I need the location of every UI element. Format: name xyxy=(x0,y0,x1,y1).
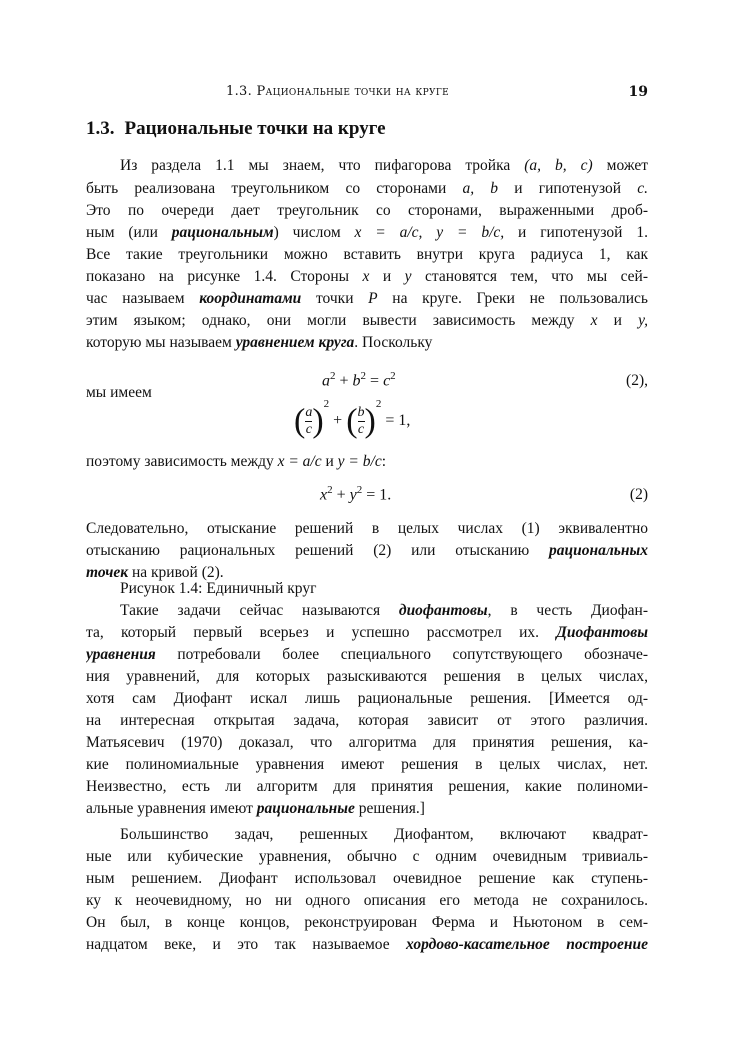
equation-circle: $x^2 + y^2 = 1$. xyxy=(320,484,392,504)
paragraph-line: ным (или рациональным) числом x = a/c, y = b/c, и гипотенузой 1. xyxy=(86,224,648,241)
paragraph-line: Такие задачи сейчас называются диофантовы, в честь Диофан- xyxy=(120,602,648,619)
paragraph-line: которую мы называем уравнением круга. Поскольку xyxy=(86,334,433,351)
paragraph-line: ным решением. Диофант использовал очевидное решение как ступень- xyxy=(86,870,648,887)
paragraph-line: этим языком; однако, они могли вывести зависимость между x и y, xyxy=(86,312,648,329)
paragraph-line: час называем координатами точки P на круге. Греки не пользовались xyxy=(86,290,648,307)
section-heading xyxy=(86,118,386,140)
paragraph-line: уравнения потребовали более специального сопутствующего обозначе- xyxy=(86,646,648,663)
book-page xyxy=(86,0,648,1062)
paragraph-line: та, который первый всерьез и успешно рассмотрел их. Диофантовы xyxy=(86,624,648,641)
page-number: 19 xyxy=(628,84,648,100)
paragraph-line: ку к неочевидному, но ни одного описания его метода не сохранилось. xyxy=(86,892,648,909)
equation-number: (2) xyxy=(629,486,648,503)
paragraph-line: показано на рисунке 1.4. Стороны x и y становятся тем, что мы сей- xyxy=(86,268,648,285)
paragraph-line: точек на кривой (2). xyxy=(86,564,224,581)
figure-caption: Рисунок 1.4: Единичный круг xyxy=(120,580,317,597)
paragraph-line: Матьясевич (1970) доказал, что алгоритма для принятия решения, ка- xyxy=(86,734,648,751)
paragraph-line: Из раздела 1.1 мы знаем, что пифагорова тройка (a, b, c) может xyxy=(120,157,648,174)
running-head xyxy=(86,84,648,104)
paragraph-line: надцатом веке, и это так называемое хордово-касательное построение xyxy=(86,936,648,953)
paragraph-line: Это по очереди дает треугольник со сторонами, выраженными дроб- xyxy=(86,202,648,219)
equation-number: (2), xyxy=(626,372,648,389)
paragraph-line: Большинство задач, решенных Диофантом, включают квадрат- xyxy=(120,826,648,843)
paragraph-line: хотя сам Диофант искал лишь рациональные решения. [Имеется од- xyxy=(86,690,648,707)
equation-fractions: ( $\frac{a}{c}$ )$^2$ + ( $\frac{b}{c}$ )$^2$ = 1, xyxy=(294,398,411,440)
paragraph-line: кие полиномиальные уравнения имеют решения в целых числах, нет. xyxy=(86,756,648,773)
paragraph-line: ные или кубические уравнения, обычно с одним очевидным тривиаль- xyxy=(86,848,648,865)
running-head-title: 1.3. Рациональные точки на круге xyxy=(226,84,449,99)
paragraph-line: на интересная открытая задача, которая зависит от этого различия. xyxy=(86,712,648,729)
paragraph-line: Следовательно, отыскание решений в целых числах (1) эквивалентно xyxy=(86,520,648,537)
paragraph-line: Неизвестно, есть ли алгоритм для принятия решения, какие полиноми- xyxy=(86,778,648,795)
equation-pythagoras: $a^2 + b^2 = c^2$ xyxy=(322,370,396,390)
paragraph-line: альные уравнения имеют рациональные решения.] xyxy=(86,800,425,817)
paragraph-line: мы имеем xyxy=(86,384,152,401)
section-title: Рациональные точки на круге xyxy=(124,118,386,139)
paragraph-line: Все такие треугольники можно вставить внутри круга радиуса 1, как xyxy=(86,246,648,263)
paragraph-line: ния уравнений, для которых разыскиваются решения в целых числах, xyxy=(86,668,648,685)
paragraph-line: отысканию рациональных решений (2) или отысканию рациональных xyxy=(86,542,648,559)
paragraph-line: быть реализована треугольником со сторонами a, b и гипотенузой c. xyxy=(86,180,648,197)
paragraph-line: Он был, в конце концов, реконструирован Ферма и Ньютоном в сем- xyxy=(86,914,648,931)
section-number: 1.3. xyxy=(86,118,115,139)
paragraph-line: поэтому зависимость между x = a/c и y = b/c: xyxy=(86,453,387,470)
